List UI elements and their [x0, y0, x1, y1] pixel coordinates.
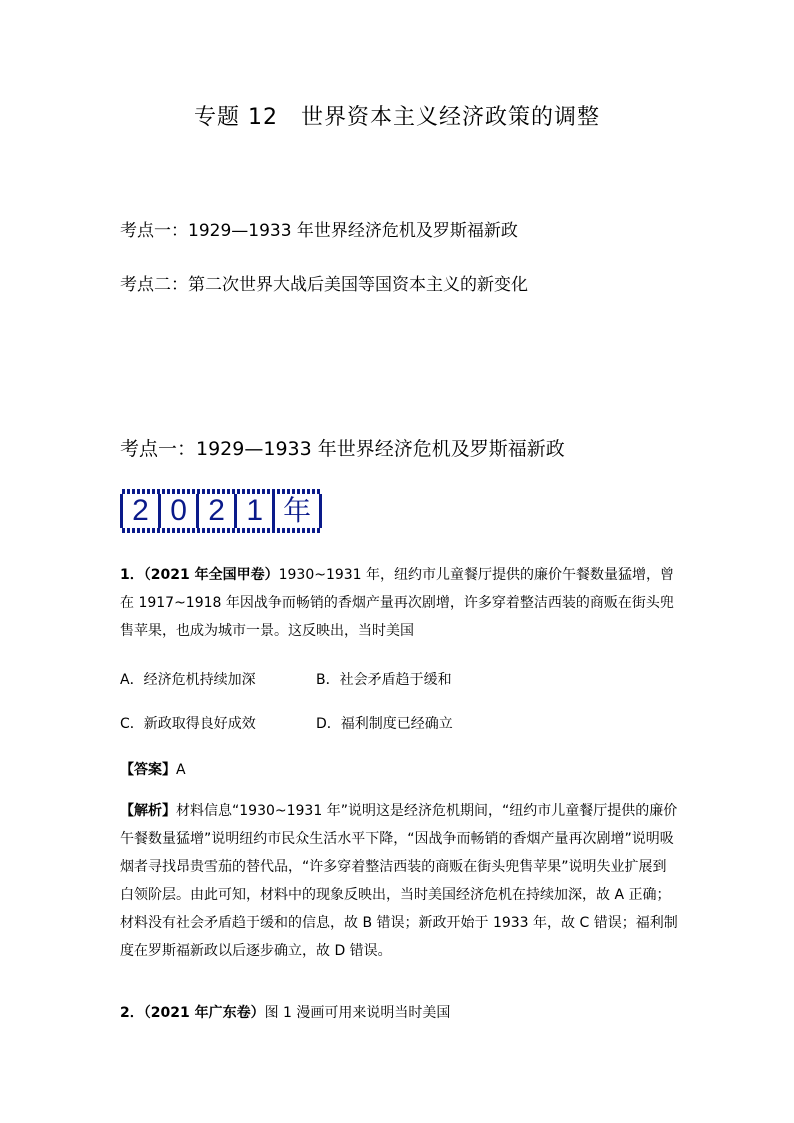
year-digit: 2: [199, 494, 234, 528]
question-1: [120, 561, 678, 645]
exam-point-2: 考点二：第二次世界大战后美国等国资本主义的新变化: [120, 275, 528, 295]
section-heading: 考点一：1929—1933 年世界经济危机及罗斯福新政: [120, 438, 565, 460]
question-1-number: 1．: [120, 567, 144, 583]
question-2-number: 2．: [120, 1005, 144, 1021]
question-2: [120, 999, 678, 1027]
question-2-source: （2021 年广东卷）: [143, 1005, 265, 1021]
badge-perforation-bottom: [120, 528, 322, 533]
question-2-text: 图 1 漫画可用来说明当时美国: [264, 1005, 451, 1021]
year-digit: 0: [161, 494, 196, 528]
exam-point-1: 考点一：1929—1933 年世界经济危机及罗斯福新政: [120, 221, 518, 241]
answer-label: 【答案】: [120, 762, 176, 778]
year-badge-cells: [123, 494, 319, 528]
option-c: C．新政取得良好成效: [120, 716, 256, 732]
answer: [120, 756, 678, 784]
option-b: B．社会矛盾趋于缓和: [316, 672, 452, 688]
year-digit: 2: [123, 494, 158, 528]
page-title: 专题 12 世界资本主义经济政策的调整: [194, 105, 600, 130]
year-digit: 1: [237, 494, 272, 528]
analysis: [120, 797, 678, 965]
badge-perforation-top: [120, 489, 322, 494]
option-a: A．经济危机持续加深: [120, 672, 256, 688]
option-d: D．福利制度已经确立: [316, 716, 453, 732]
year-badge: [120, 489, 322, 533]
answer-value: A: [176, 762, 186, 778]
year-suffix: 年: [275, 494, 319, 528]
question-1-source: （2021 年全国甲卷）: [143, 567, 279, 583]
analysis-label: 【解析】: [120, 803, 176, 819]
analysis-text: 材料信息“1930~1931 年”说明这是经济危机期间，“纽约市儿童餐厅提供的廉价午餐数量猛增”说明纽约市民众生活水平下降，“因战争而畅销的香烟产量再次剧增”说明吸烟者寻找昂贵雪茄的替代品，“许多穿着整洁西装的商贩在街头兜售苹果”说明失业扩展到白领阶层。由此可知，材料中的现象反映出，当时美国经济危机在持续加深，故 A 正确；材料没有社会矛盾趋于缓和的信息，故 B 错误；新政开始于 1933 年，故 C 错误；福利制度在罗斯福新政以后逐步确立，故 D 错误。: [120, 803, 678, 959]
question-1-text: 1930~1931 年，纽约市儿童餐厅提供的廉价午餐数量猛增，曾在 1917~1918 年因战争而畅销的香烟产量再次剧增，许多穿着整洁西装的商贩在街头兜售苹果，也成为城市一景。这反映出，当时美国: [120, 567, 675, 639]
